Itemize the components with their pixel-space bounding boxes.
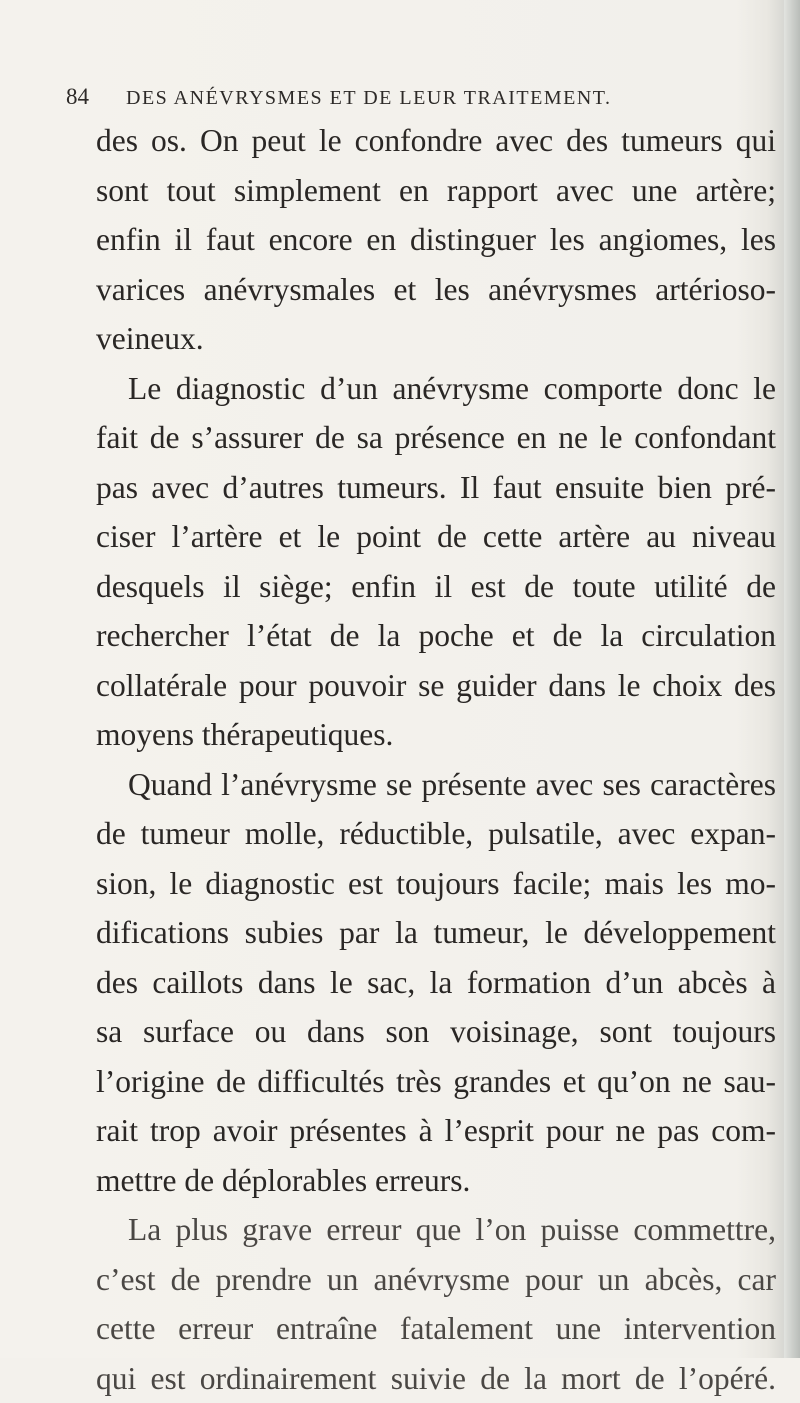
text-line: veineux. <box>96 314 776 364</box>
text-line: fait de s’assurer de sa présence en ne le confondant <box>96 413 776 463</box>
text-line: de tumeur molle, réductible, pulsatile, avec expan- <box>96 809 776 859</box>
text-line: des os. On peut le confondre avec des tumeurs qui <box>96 116 776 166</box>
text-line: rait trop avoir présentes à l’esprit pour ne pas com- <box>96 1106 776 1156</box>
paragraph-start: Quand l’anévrysme se présente avec ses caractères <box>96 760 776 810</box>
text-line: sont tout simplement en rapport avec une artère; <box>96 166 776 216</box>
paragraph-start: Le diagnostic d’un anévrysme comporte donc le <box>96 364 776 414</box>
text-line: cette erreur entraîne fatalement une intervention <box>96 1304 776 1354</box>
page-edge <box>784 0 800 1358</box>
text-line: desquels il siège; enfin il est de toute utilité de <box>96 562 776 612</box>
body-text <box>96 116 776 1403</box>
text-line: qui est ordinairement suivie de la mort de l’opéré. <box>96 1354 776 1403</box>
text-line: pas avec d’autres tumeurs. Il faut ensuite bien pré- <box>96 463 776 513</box>
page-header <box>66 84 766 110</box>
text-line: mettre de déplorables erreurs. <box>96 1156 776 1206</box>
text-line: collatérale pour pouvoir se guider dans le choix des <box>96 661 776 711</box>
text-line: enfin il faut encore en distinguer les angiomes, les <box>96 215 776 265</box>
text-line: rechercher l’état de la poche et de la circulation <box>96 611 776 661</box>
text-line: c’est de prendre un anévrysme pour un abcès, car <box>96 1255 776 1305</box>
text-line: l’origine de difficultés très grandes et qu’on ne sau- <box>96 1057 776 1107</box>
text-line: difications subies par la tumeur, le développement <box>96 908 776 958</box>
text-line: moyens thérapeutiques. <box>96 710 776 760</box>
text-line: sa surface ou dans son voisinage, sont toujours <box>96 1007 776 1057</box>
text-line: des caillots dans le sac, la formation d’un abcès à <box>96 958 776 1008</box>
text-line: varices anévrysmales et les anévrysmes artérioso- <box>96 265 776 315</box>
running-title: DES ANÉVRYSMES ET DE LEUR TRAITEMENT. <box>126 87 612 110</box>
paragraph-start: La plus grave erreur que l’on puisse commettre, <box>96 1205 776 1255</box>
text-line: ciser l’artère et le point de cette artère au niveau <box>96 512 776 562</box>
page-number: 84 <box>66 84 126 110</box>
text-line: sion, le diagnostic est toujours facile; mais les mo- <box>96 859 776 909</box>
